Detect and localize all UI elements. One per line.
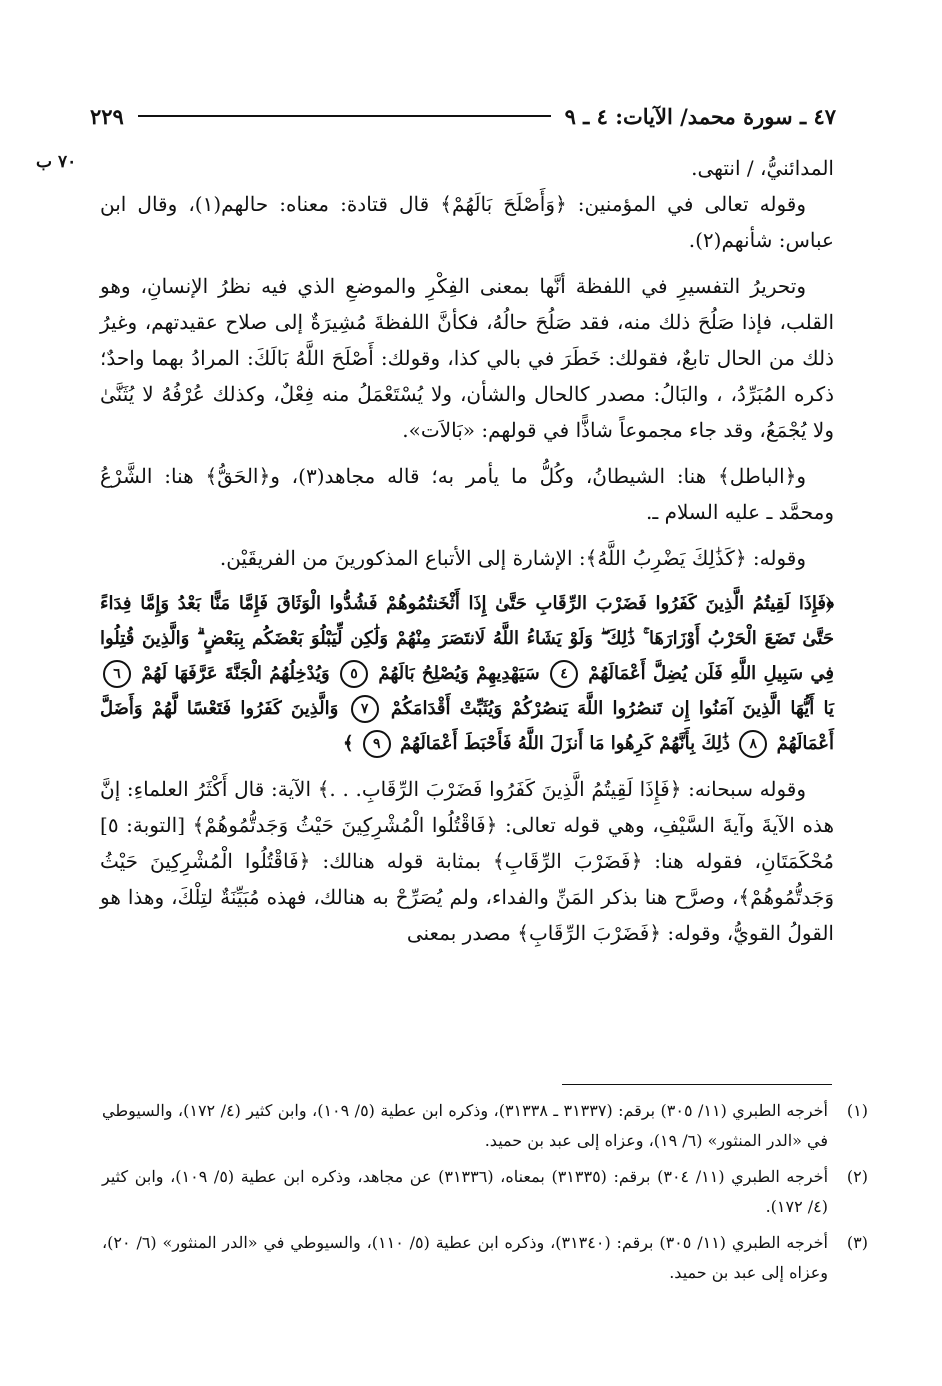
footnote-text: أخرجه الطبري (١١/ ٣٠٥) برقم: (٣١٣٣٧ ـ ٣١٣٣٨)، وذكره ابن عطية (٥/ ١٠٩)، وابن كثير (٤/ ١٧٢)، والسيوطي في «الدر المنثور» (٦/ ١٩)، وعزاه إلى عبد بن حميد.: [102, 1101, 828, 1150]
footnote-1: [102, 1096, 868, 1156]
paragraph-3: وتحريرُ التفسيرِ في اللفظة أنَّها بمعنى الفِكْرِ والموضعِ الذي فيه نظرُ الإنسانِ، وهو القلب، فإذا صَلُحَ ذلك منه، فقد صَلُحَ حالُهُ، فكأنَّ اللفظةَ مُشِيرَةٌ إلى صلاح عقيدتهم، وغيرُ ذلك من الحال تابعٌ، فقولك: خَطَرَ في بالي كذا، وقولك: أَصْلَحَ اللَّهُ بَالَكَ: المرادُ بهما واحدٌ؛ ذكره المُبَرِّدُ، ، والبَالُ: مصدر كالحال والشأن، ولا يُسْتَعْمَلُ منه فِعْلٌ، وكذلك عُرْفُهُ لا يُثَنَّىٰ ولا يُجْمَعُ، وقد جاء مجموعاً شاذًّا في قولهم: «بَالاَت».: [100, 274, 834, 442]
footnote-2: [102, 1162, 868, 1222]
footnote-number: (٣): [846, 1233, 868, 1252]
paragraph-5: وقوله: ﴿كَذَٰلِكَ يَضْرِبُ اللَّهُ﴾: الإشارة إلى الأتباع المذكورينَ من الفريقَيْن.: [219, 546, 806, 570]
paragraph-6: وقوله سبحانه: ﴿فَإِذَا لَقِيتُمُ الَّذِينَ كَفَرُوا فَضَرْبَ الرِّقَابِ. . .﴾ الآية: قال أَكْثَرُ العلماءِ: إنَّ هذه الآيةَ وآيةَ السَّيْفِ، وهي قوله تعالى: ﴿فَاقْتُلُوا الْمُشْرِكِينَ حَيْثُ وَجَدتُّمُوهُمْ﴾ [التوبة: ٥] مُحْكَمَتَانِ، فقوله هنا: ﴿فَضَرْبَ الرِّقَابِ﴾ بمثابة قوله هنالك: ﴿فَاقْتُلُوا الْمُشْرِكِينَ حَيْثُ وَجَدتُّمُوهُمْ﴾، وصرَّح هنا بذكر المَنِّ والفداء، ولم يُصَرِّحْ به هنالك، فهذه مُبَيِّنَةٌ لتِلْكَ، وهذا هو القولُ القويُّ، وقوله: ﴿فَضَرْبَ الرِّقَابِ﴾ مصدر بمعنى: [100, 777, 834, 945]
ayah-number-marker: ٧: [351, 695, 379, 723]
ayah-number-marker: ٩: [363, 730, 391, 758]
paragraph-4: و﴿الباطل﴾ هنا: الشيطانُ، وكُلُّ ما يأمر به؛ قاله مجاهد(٣)، و﴿الحَقُّ﴾ هنا: الشَّرْعُ ومحمَّد ـ عليه السلام ـ.: [100, 464, 834, 524]
ayah-number-marker: ٥: [340, 660, 368, 688]
ayah-number-marker: ٦: [103, 660, 131, 688]
ayah-number-marker: ٨: [739, 730, 767, 758]
footnote-separator: [562, 1084, 832, 1085]
header-title: ٤٧ ـ سورة محمد/ الآيات: ٤ ـ ٩: [564, 103, 836, 129]
margin-folio-note: ٧٠ ب: [36, 152, 77, 172]
footnote-text: أخرجه الطبري (١١/ ٣٠٤) برقم: (٣١٣٣٥) بمعناه، (٣١٣٣٦) عن مجاهد، وذكره ابن عطية (٥/ ١٠٩)، وابن كثير (٤/ ١٧٢).: [102, 1167, 829, 1216]
footnote-text: أخرجه الطبري (١١/ ٣٠٥) برقم: (٣١٣٤٠)، وذكره ابن عطية (٥/ ١١٠)، والسيوطي في «الدر المنثور» (٦/ ٢٠)، وعزاه إلى عبد بن حميد.: [102, 1233, 828, 1282]
paragraph-2: وقوله تعالى في المؤمنين: ﴿وَأَصْلَحَ بَالَهُمْ﴾ قال قتادة: معناه: حالهم(١)، وقال ابن عباس: شأنهم(٢).: [100, 192, 834, 252]
footnote-number: (١): [846, 1101, 868, 1120]
quran-segment: ﴿فَإِذَا لَقِيتُمُ الَّذِينَ كَفَرُوا فَضَرْبَ الرِّقَابِ حَتَّىٰ إِذَا أَثْخَنتُمُوهُمْ فَشُدُّوا الْوَثَاقَ فَإِمَّا مَنًّا بَعْدُ وَإِمَّا فِدَاءً حَتَّىٰ تَضَعَ الْحَرْبُ أَوْزَارَهَا ۚ ذَٰلِكَ ۖ وَلَوْ يَشَاءُ اللَّهُ لَانتَصَرَ مِنْهُمْ وَلَٰكِن لِّيَبْلُوَ بَعْضَكُم بِبَعْضٍ ۗ وَالَّذِينَ قُتِلُوا فِي سَبِيلِ اللَّهِ فَلَن يُضِلَّ أَعْمَالَهُمْ: [100, 593, 834, 684]
quran-segment: وَالَّذِينَ كَفَرُوا فَتَعْسًا لَّهُمْ وَأَضَلَّ أَعْمَالَهُمْ: [100, 698, 834, 754]
quran-verses-block: [100, 586, 834, 761]
paragraph-1: المدائنيُّ، / انتهى.: [691, 156, 834, 180]
quran-segment: ذَٰلِكَ بِأَنَّهُمْ كَرِهُوا مَا أَنزَلَ اللَّهُ فَأَحْبَطَ أَعْمَالَهُمْ: [400, 733, 731, 754]
quran-segment: سَيَهْدِيهِمْ وَيُصْلِحُ بَالَهُمْ: [378, 663, 540, 684]
footnote-3: [102, 1228, 868, 1288]
main-text: [100, 150, 834, 951]
footnote-number: (٢): [846, 1167, 868, 1186]
quran-segment: ﴾: [342, 733, 354, 754]
quran-segment: وَيُدْخِلُهُمُ الْجَنَّةَ عَرَّفَهَا لَهُمْ: [141, 663, 330, 684]
ayah-number-marker: ٤: [550, 660, 578, 688]
page-number: ٢٢٩: [90, 103, 124, 129]
running-header: [90, 96, 836, 136]
footnotes: [102, 1096, 868, 1294]
quran-segment: يَا أَيُّهَا الَّذِينَ آمَنُوا إِن تَنصُرُوا اللَّهَ يَنصُرْكُمْ وَيُثَبِّتْ أَقْدَامَكُمْ: [390, 698, 834, 719]
header-rule: [138, 115, 551, 117]
